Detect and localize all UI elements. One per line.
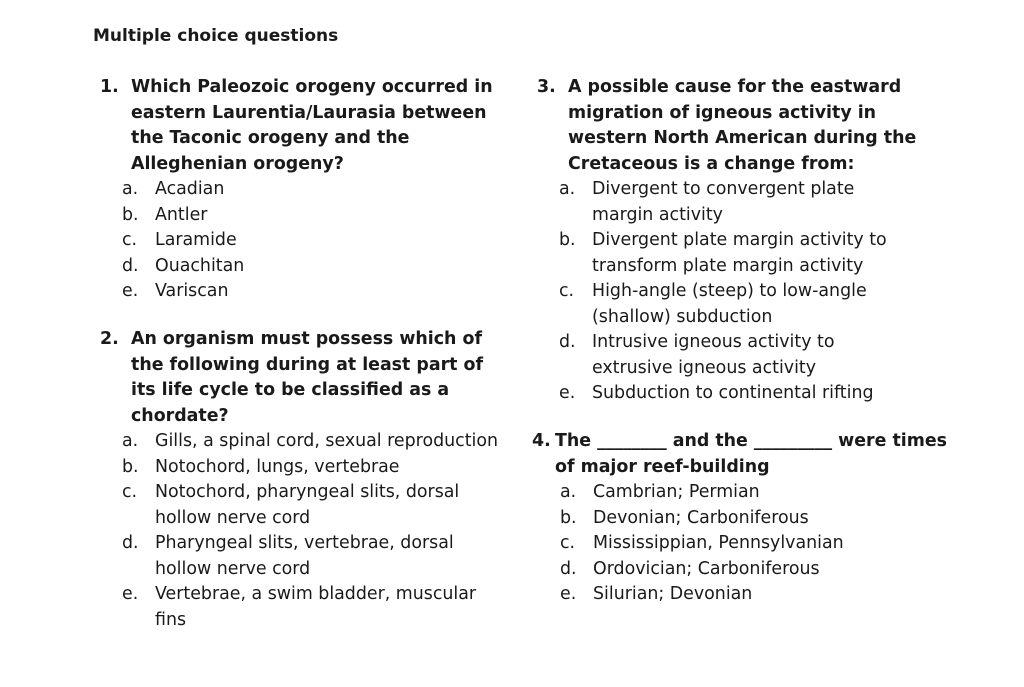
question-text: A possible cause for the eastward migration of igneous activity in western North American during the Cretaceous is a change from: [568, 77, 917, 174]
answer-option-d[interactable] [122, 254, 500, 280]
answer-option-d[interactable] [560, 557, 952, 583]
option-text: Silurian; Devonian [593, 584, 753, 604]
answer-option-a[interactable] [122, 429, 500, 455]
question-2 [100, 327, 500, 633]
option-letter: e. [560, 584, 577, 604]
option-letter: d. [122, 255, 139, 276]
answer-option-c[interactable] [122, 480, 500, 531]
question-text: Which Paleozoic orogeny occurred in eastern Laurentia/Laurasia between the Taconic orogeny and the Alleghenian orogeny? [131, 77, 493, 174]
option-text: Cambrian; Permian [593, 482, 760, 502]
option-text: Mississippian, Pennsylvanian [593, 533, 844, 553]
answer-options [532, 480, 952, 608]
option-letter: d. [559, 332, 576, 352]
option-letter: c. [560, 533, 576, 553]
answer-option-c[interactable] [560, 531, 952, 557]
option-text: Divergent plate margin activity to transform plate margin activity [592, 230, 887, 276]
option-text: Variscan [155, 281, 229, 301]
option-letter: e. [559, 383, 576, 403]
option-letter: c. [559, 281, 575, 301]
answer-option-a[interactable] [560, 480, 952, 506]
question-number: 4. [532, 431, 551, 451]
answer-option-b[interactable] [122, 203, 500, 229]
question-text: The ________ and the _________ were times of major reef-building [555, 431, 948, 477]
question-text: An organism must possess which of the following during at least part of its life cycle to be classified as a chordate? [131, 329, 484, 426]
question-3 [537, 75, 917, 407]
answer-options [100, 177, 500, 305]
option-letter: b. [122, 456, 139, 477]
option-letter: b. [560, 507, 577, 528]
option-letter: e. [122, 281, 139, 301]
option-text: Devonian; Carboniferous [593, 507, 809, 528]
answer-option-b[interactable] [559, 228, 917, 279]
question-1 [100, 75, 500, 305]
option-text: Subduction to continental rifting [592, 383, 874, 403]
question-number: 3. [537, 77, 556, 97]
answer-option-d[interactable] [559, 330, 917, 381]
option-text: Intrusive igneous activity to extrusive igneous activity [592, 332, 835, 378]
answer-options [537, 177, 917, 407]
option-text: Pharyngeal slits, vertebrae, dorsal hollow nerve cord [155, 533, 454, 579]
option-text: Vertebrae, a swim bladder, muscular fins [155, 584, 477, 630]
option-letter: a. [560, 482, 577, 502]
option-text: Divergent to convergent plate margin activity [592, 179, 855, 225]
option-letter: d. [122, 533, 139, 553]
option-letter: a. [559, 179, 576, 199]
option-letter: b. [122, 204, 139, 225]
question-number: 2. [100, 329, 119, 349]
option-letter: c. [122, 482, 138, 502]
answer-option-b[interactable] [122, 455, 500, 481]
question-number: 1. [100, 77, 119, 97]
option-letter: a. [122, 179, 139, 199]
answer-option-c[interactable] [122, 228, 500, 254]
answer-option-e[interactable] [122, 582, 500, 633]
option-letter: d. [560, 558, 577, 579]
answer-option-b[interactable] [560, 506, 952, 532]
answer-option-a[interactable] [122, 177, 500, 203]
answer-option-c[interactable] [559, 279, 917, 330]
option-letter: e. [122, 584, 139, 604]
option-text: Ordovician; Carboniferous [593, 558, 820, 579]
answer-option-d[interactable] [122, 531, 500, 582]
option-letter: c. [122, 230, 138, 250]
option-text: Ouachitan [155, 255, 245, 276]
answer-option-e[interactable] [560, 582, 952, 608]
option-text: Gills, a spinal cord, sexual reproduction [155, 431, 499, 451]
option-text: Notochord, pharyngeal slits, dorsal hollow nerve cord [155, 482, 460, 528]
question-4 [532, 429, 952, 608]
option-text: Laramide [155, 230, 237, 250]
option-text: Acadian [155, 179, 225, 199]
answer-option-e[interactable] [559, 381, 917, 407]
option-text: High-angle (steep) to low-angle (shallow) subduction [592, 281, 867, 327]
option-text: Notochord, lungs, vertebrae [155, 456, 400, 477]
option-text: Antler [155, 204, 208, 225]
option-letter: a. [122, 431, 139, 451]
option-letter: b. [559, 230, 576, 250]
answer-options [100, 429, 500, 633]
document-title: Multiple choice questions [93, 26, 339, 46]
answer-option-a[interactable] [559, 177, 917, 228]
answer-option-e[interactable] [122, 279, 500, 305]
